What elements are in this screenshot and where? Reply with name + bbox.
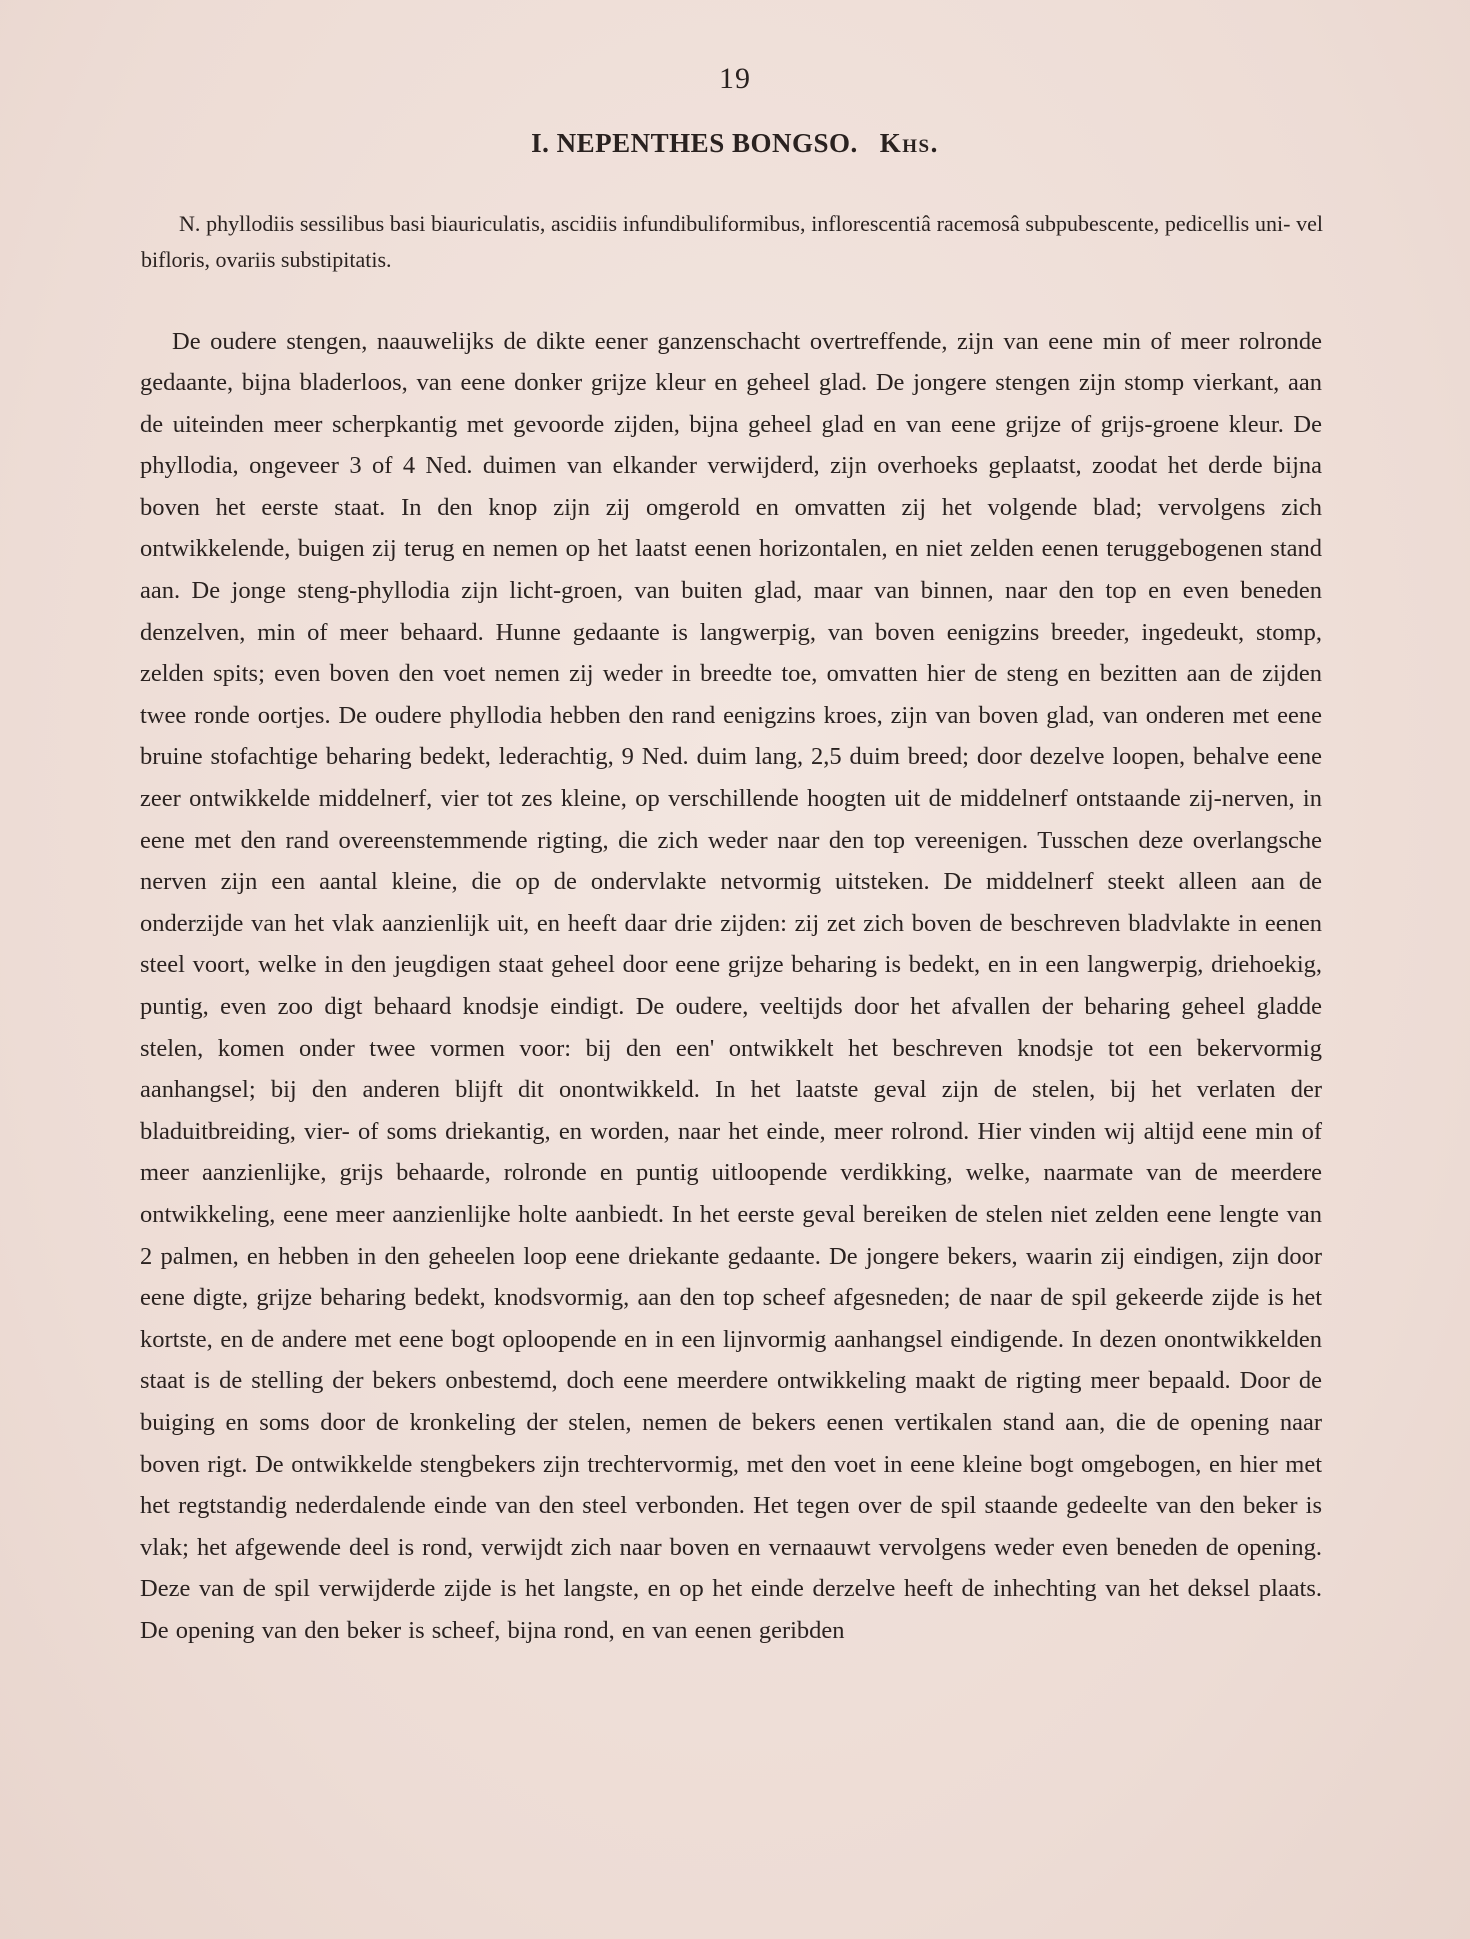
latin-diagnosis: N. phyllodiis sessilibus basi biauriculatis, ascidiis infundibuliformibus, inflorescentiâ racemosâ subpubescente, pedicellis uni- vel bifloris, ovariis substipitatis. [141,211,1323,272]
species-title: I. NEPENTHES BONGSO. [531,128,858,158]
page-number: 19 [719,62,751,95]
species-author: Khs. [879,128,939,158]
species-heading [0,128,1470,159]
description-paragraph: De oudere stengen, naauwelijks de dikte eener ganzenschacht overtreffende, zijn van eene min of meer rolronde gedaante, bijna bladerloos, van eene donker grijze kleur en geheel glad. De jongere stengen zijn stomp vierkant, aan de uiteinden meer scherpkantig met gevoorde zijden, bijna geheel glad en van eene grijze of grijs-groene kleur. De phyllodia, ongeveer 3 of 4 Ned. duimen van elkander verwijderd, zijn overhoeks geplaatst, zoodat het derde bijna boven het eerste staat. In den knop zijn zij omgerold en omvatten zij het volgende blad; vervolgens zich ontwikkelende, buigen zij terug en nemen op het laatst eenen horizontalen, en niet zelden eenen teruggebogenen stand aan. De jonge steng-phyllodia zijn licht-groen, van buiten glad, maar van binnen, naar den top en even beneden denzelven, min of meer behaard. Hunne gedaante is langwerpig, van boven eenigzins breeder, ingedeukt, stomp, zelden spits; even boven den voet nemen zij weder in breedte toe, omvatten hier de steng en bezitten aan de zijden twee ronde oortjes. De oudere phyllodia hebben den rand eenigzins kroes, zijn van boven glad, van onderen met eene bruine stofachtige beharing bedekt, lederachtig, 9 Ned. duim lang, 2,5 duim breed; door dezelve loopen, behalve eene zeer ontwikkelde middelnerf, vier tot zes kleine, op verschillende hoogten uit de middelnerf ontstaande zij-nerven, in eene met den rand overeenstemmende rigting, die zich weder naar den top vereenigen. Tusschen deze overlangsche nerven zijn een aantal kleine, die op de ondervlakte netvormig uitsteken. De middelnerf steekt alleen aan de onderzijde van het vlak aanzienlijk uit, en heeft daar drie zijden: zij zet zich boven de beschreven bladvlakte in eenen steel voort, welke in den jeugdigen staat geheel door eene grijze beharing is bedekt, en in een langwerpig, driehoekig, puntig, even zoo digt behaard knodsje eindigt. De oudere, veeltijds door het afvallen der beharing geheel gladde stelen, komen onder twee vormen voor: bij den een' ontwikkelt het beschreven knodsje tot een bekervormig aanhangsel; bij den anderen blijft dit onontwikkeld. In het laatste geval zijn de stelen, bij het verlaten der bladuitbreiding, vier- of soms driekantig, en worden, naar het einde, meer rolrond. Hier vinden wij altijd eene min of meer aanzienlijke, grijs behaarde, rolronde en puntig uitloopende verdikking, welke, naarmate van de meerdere ontwikkeling, eene meer aanzienlijke holte aanbiedt. In het eerste geval bereiken de stelen niet zelden eene lengte van 2 palmen, en hebben in den geheelen loop eene driekante gedaante. De jongere bekers, waarin zij eindigen, zijn door eene digte, grijze beharing bedekt, knodsvormig, aan den top scheef afgesneden; de naar de spil gekeerde zijde is het kortste, en de andere met eene bogt oploopende en in een lijnvormig aanhangsel eindigende. In dezen onontwikkelden staat is de stelling der bekers onbestemd, doch eene meerdere ontwikkeling maakt de rigting meer bepaald. Door de buiging en soms door de kronkeling der stelen, nemen de bekers eenen vertikalen stand aan, die de opening naar boven rigt. De ontwikkelde stengbekers zijn trechtervormig, met den voet in eene kleine bogt omgebogen, en hier met het regtstandig nederdalende einde van den steel verbonden. Het tegen over de spil staande gedeelte van den beker is vlak; het afgewende deel is rond, verwijdt zich naar boven en vernaauwt vervolgens weder even beneden de opening. Deze van de spil verwijderde zijde is het langste, en op het einde derzelve heeft de inhechting van het deksel plaats. De opening van den beker is scheef, bijna rond, en van eenen geribden [140,327,1322,1644]
